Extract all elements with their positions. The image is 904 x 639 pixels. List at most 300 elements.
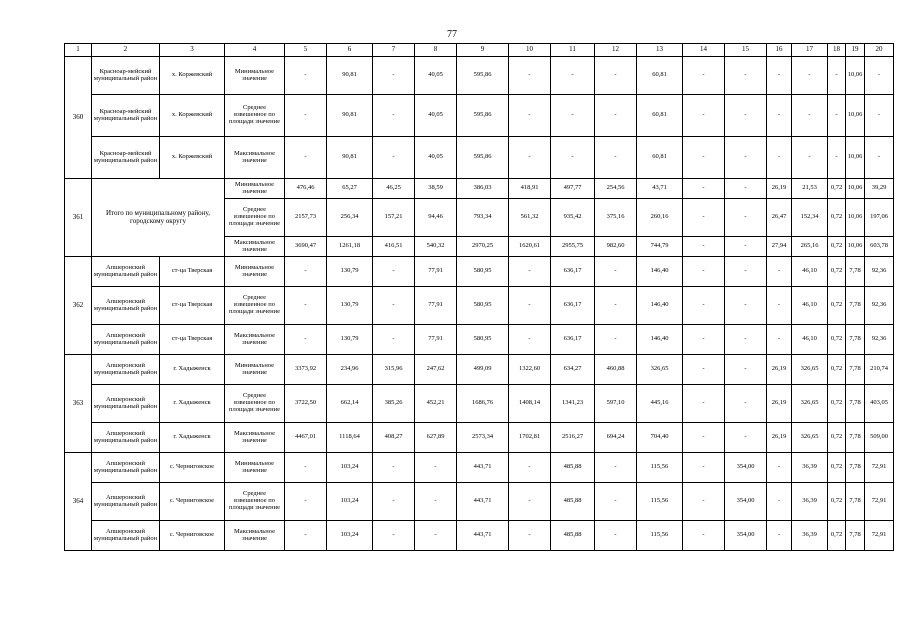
value-cell: 0,72 — [828, 453, 846, 483]
value-cell: 315,96 — [373, 355, 415, 385]
value-cell: - — [373, 257, 415, 287]
value-cell: - — [285, 453, 327, 483]
value-cell: - — [509, 257, 551, 287]
value-cell: - — [865, 95, 894, 137]
column-number-row — [65, 44, 894, 57]
value-cell: - — [683, 325, 725, 355]
value-cell: - — [792, 95, 828, 137]
value-cell: 7,78 — [846, 423, 865, 453]
value-cell: - — [683, 453, 725, 483]
value-cell: - — [373, 453, 415, 483]
value-cell: 254,56 — [595, 179, 637, 199]
table-row — [65, 95, 894, 137]
value-cell: 1261,18 — [327, 237, 373, 257]
value-cell: 744,79 — [637, 237, 683, 257]
value-cell: 10,06 — [846, 237, 865, 257]
value-cell: 326,65 — [792, 423, 828, 453]
value-cell: 40,05 — [415, 137, 457, 179]
value-cell: - — [595, 257, 637, 287]
value-cell: - — [683, 199, 725, 237]
value-cell: 72,91 — [865, 453, 894, 483]
value-cell: 386,03 — [457, 179, 509, 199]
value-cell: 636,17 — [551, 257, 595, 287]
value-cell: 580,95 — [457, 287, 509, 325]
column-number-13: 13 — [637, 44, 683, 57]
value-cell: - — [285, 137, 327, 179]
value-cell: 7,78 — [846, 385, 865, 423]
table-row — [65, 423, 894, 453]
value-cell: - — [767, 137, 792, 179]
value-cell: 234,96 — [327, 355, 373, 385]
value-cell: 1118,64 — [327, 423, 373, 453]
value-cell: 580,95 — [457, 325, 509, 355]
value-cell: 595,86 — [457, 57, 509, 95]
value-cell: - — [767, 287, 792, 325]
value-cell: - — [595, 137, 637, 179]
value-cell: 90,81 — [327, 57, 373, 95]
value-cell: 130,79 — [327, 325, 373, 355]
place-cell: х. Коржевский — [160, 137, 225, 179]
value-cell: 443,71 — [457, 453, 509, 483]
value-cell: 77,91 — [415, 325, 457, 355]
value-cell: 2970,25 — [457, 237, 509, 257]
value-cell: - — [767, 57, 792, 95]
value-cell: - — [415, 453, 457, 483]
row-number: 364 — [65, 453, 92, 551]
value-cell: 354,00 — [725, 521, 767, 551]
value-cell: - — [725, 137, 767, 179]
value-cell: 662,14 — [327, 385, 373, 423]
value-cell: 418,91 — [509, 179, 551, 199]
page-number: 77 — [447, 29, 457, 40]
value-cell: 0,72 — [828, 385, 846, 423]
column-number-1: 1 — [65, 44, 92, 57]
value-cell: 793,34 — [457, 199, 509, 237]
value-cell: 38,59 — [415, 179, 457, 199]
value-cell: 60,81 — [637, 57, 683, 95]
row-number: 362 — [65, 257, 92, 355]
value-cell: 403,05 — [865, 385, 894, 423]
row-number: 363 — [65, 355, 92, 453]
column-number-20: 20 — [865, 44, 894, 57]
region-cell: Красноар-мейский муниципальный район — [92, 95, 160, 137]
value-cell: - — [792, 57, 828, 95]
value-cell: 485,88 — [551, 483, 595, 521]
place-cell: с. Черниговское — [160, 453, 225, 483]
value-cell: - — [725, 355, 767, 385]
value-cell: 3722,50 — [285, 385, 327, 423]
value-cell: 0,72 — [828, 423, 846, 453]
value-cell: 26,47 — [767, 199, 792, 237]
value-cell: 1702,81 — [509, 423, 551, 453]
value-cell: 92,36 — [865, 257, 894, 287]
value-cell: 7,78 — [846, 453, 865, 483]
column-number-10: 10 — [509, 44, 551, 57]
table-row — [65, 385, 894, 423]
place-cell: х. Коржевский — [160, 95, 225, 137]
table-row — [65, 453, 894, 483]
value-cell: 0,72 — [828, 287, 846, 325]
value-cell: - — [767, 453, 792, 483]
table-row — [65, 257, 894, 287]
value-cell: 26,19 — [767, 423, 792, 453]
value-cell: 157,21 — [373, 199, 415, 237]
value-cell: 43,71 — [637, 179, 683, 199]
value-cell: 72,91 — [865, 521, 894, 551]
value-cell: - — [683, 423, 725, 453]
column-number-17: 17 — [792, 44, 828, 57]
column-number-6: 6 — [327, 44, 373, 57]
value-cell: 146,40 — [637, 325, 683, 355]
column-number-14: 14 — [683, 44, 725, 57]
value-cell: 580,95 — [457, 257, 509, 287]
value-cell: - — [683, 137, 725, 179]
value-cell: 36,39 — [792, 521, 828, 551]
column-number-3: 3 — [160, 44, 225, 57]
value-cell: 1322,60 — [509, 355, 551, 385]
value-cell: 7,78 — [846, 521, 865, 551]
value-cell: - — [285, 483, 327, 521]
value-cell: 103,24 — [327, 521, 373, 551]
value-cell: - — [725, 95, 767, 137]
value-cell: 10,06 — [846, 57, 865, 95]
value-cell: 452,21 — [415, 385, 457, 423]
value-cell: 1686,76 — [457, 385, 509, 423]
place-cell: ст-ца Тверская — [160, 325, 225, 355]
value-cell: 260,16 — [637, 199, 683, 237]
region-cell: Апшеронский муниципальный район — [92, 325, 160, 355]
value-cell: 130,79 — [327, 287, 373, 325]
measure-cell: Среднее взвешенное по площади значение — [225, 483, 285, 521]
value-cell: 92,36 — [865, 325, 894, 355]
value-cell: 26,19 — [767, 179, 792, 199]
value-cell: - — [595, 325, 637, 355]
value-cell: - — [683, 521, 725, 551]
table-row — [65, 57, 894, 95]
value-cell: - — [683, 95, 725, 137]
value-cell: - — [828, 95, 846, 137]
value-cell: 10,06 — [846, 199, 865, 237]
value-cell: - — [373, 287, 415, 325]
value-cell: - — [828, 137, 846, 179]
value-cell: 499,09 — [457, 355, 509, 385]
value-cell: 0,72 — [828, 521, 846, 551]
value-cell: 354,00 — [725, 483, 767, 521]
value-cell: - — [509, 483, 551, 521]
table-body — [65, 44, 894, 551]
data-table — [64, 43, 894, 551]
value-cell: - — [285, 287, 327, 325]
value-cell: - — [509, 95, 551, 137]
value-cell: 90,81 — [327, 137, 373, 179]
measure-cell: Максимальное значение — [225, 325, 285, 355]
value-cell: 92,36 — [865, 287, 894, 325]
value-cell: - — [285, 57, 327, 95]
value-cell: 36,39 — [792, 483, 828, 521]
value-cell: 115,56 — [637, 483, 683, 521]
value-cell: - — [725, 423, 767, 453]
value-cell: - — [683, 483, 725, 521]
value-cell: 326,65 — [637, 355, 683, 385]
column-number-4: 4 — [225, 44, 285, 57]
region-cell: Апшеронский муниципальный район — [92, 385, 160, 423]
value-cell: 636,17 — [551, 325, 595, 355]
value-cell: 77,91 — [415, 257, 457, 287]
value-cell: - — [285, 95, 327, 137]
value-cell: - — [373, 483, 415, 521]
value-cell: 375,16 — [595, 199, 637, 237]
value-cell: - — [725, 179, 767, 199]
table-row — [65, 325, 894, 355]
value-cell: 2573,34 — [457, 423, 509, 453]
measure-cell: Среднее взвешенное по площади значение — [225, 199, 285, 237]
value-cell: 10,06 — [846, 95, 865, 137]
value-cell: 265,16 — [792, 237, 828, 257]
value-cell: 26,19 — [767, 355, 792, 385]
value-cell: 146,40 — [637, 287, 683, 325]
value-cell: 385,26 — [373, 385, 415, 423]
value-cell: 152,34 — [792, 199, 828, 237]
measure-cell: Среднее взвешенное по площади значение — [225, 95, 285, 137]
region-cell: Апшеронский муниципальный район — [92, 521, 160, 551]
measure-cell: Максимальное значение — [225, 423, 285, 453]
value-cell: 4467,01 — [285, 423, 327, 453]
value-cell: 485,88 — [551, 521, 595, 551]
value-cell: - — [551, 137, 595, 179]
value-cell: 0,72 — [828, 237, 846, 257]
value-cell: - — [725, 199, 767, 237]
value-cell: - — [767, 325, 792, 355]
place-cell: ст-ца Тверская — [160, 287, 225, 325]
value-cell: 197,06 — [865, 199, 894, 237]
value-cell: - — [595, 483, 637, 521]
value-cell: 39,29 — [865, 179, 894, 199]
value-cell: 0,72 — [828, 325, 846, 355]
place-cell: г. Хадыженск — [160, 355, 225, 385]
value-cell: 40,05 — [415, 95, 457, 137]
value-cell: 46,25 — [373, 179, 415, 199]
measure-cell: Максимальное значение — [225, 237, 285, 257]
value-cell: 982,60 — [595, 237, 637, 257]
region-cell: Апшеронский муниципальный район — [92, 423, 160, 453]
column-number-9: 9 — [457, 44, 509, 57]
column-number-19: 19 — [846, 44, 865, 57]
measure-cell: Минимальное значение — [225, 257, 285, 287]
value-cell: - — [865, 137, 894, 179]
value-cell: 597,10 — [595, 385, 637, 423]
value-cell: 2516,27 — [551, 423, 595, 453]
value-cell: 7,78 — [846, 355, 865, 385]
value-cell: 46,10 — [792, 287, 828, 325]
measure-cell: Максимальное значение — [225, 137, 285, 179]
value-cell: - — [595, 95, 637, 137]
place-cell: ст-ца Тверская — [160, 257, 225, 287]
region-cell: Апшеронский муниципальный район — [92, 287, 160, 325]
value-cell: 247,62 — [415, 355, 457, 385]
region-cell: Красноар-мейский муниципальный район — [92, 137, 160, 179]
value-cell: 26,19 — [767, 385, 792, 423]
value-cell: 485,88 — [551, 453, 595, 483]
measure-cell: Минимальное значение — [225, 453, 285, 483]
measure-cell: Максимальное значение — [225, 521, 285, 551]
value-cell: - — [373, 137, 415, 179]
value-cell: - — [551, 95, 595, 137]
value-cell: 408,27 — [373, 423, 415, 453]
value-cell: 540,32 — [415, 237, 457, 257]
region-cell: Апшеронский муниципальный район — [92, 453, 160, 483]
value-cell: 935,42 — [551, 199, 595, 237]
value-cell: 36,39 — [792, 453, 828, 483]
value-cell: 256,34 — [327, 199, 373, 237]
region-cell: Апшеронский муниципальный район — [92, 483, 160, 521]
value-cell: 21,53 — [792, 179, 828, 199]
value-cell: 627,89 — [415, 423, 457, 453]
value-cell: - — [415, 483, 457, 521]
column-number-8: 8 — [415, 44, 457, 57]
row-number: 361 — [65, 179, 92, 257]
value-cell: 497,77 — [551, 179, 595, 199]
value-cell: 1408,14 — [509, 385, 551, 423]
value-cell: 103,24 — [327, 453, 373, 483]
value-cell: 460,88 — [595, 355, 637, 385]
value-cell: 694,24 — [595, 423, 637, 453]
value-cell: - — [725, 385, 767, 423]
value-cell: - — [792, 137, 828, 179]
value-cell: - — [373, 325, 415, 355]
value-cell: - — [285, 325, 327, 355]
value-cell: 0,72 — [828, 355, 846, 385]
value-cell: 46,10 — [792, 257, 828, 287]
value-cell: 7,78 — [846, 325, 865, 355]
value-cell: - — [725, 57, 767, 95]
value-cell: - — [683, 57, 725, 95]
value-cell: 704,40 — [637, 423, 683, 453]
value-cell: 46,10 — [792, 325, 828, 355]
column-number-12: 12 — [595, 44, 637, 57]
value-cell: 7,78 — [846, 287, 865, 325]
column-number-11: 11 — [551, 44, 595, 57]
value-cell: 210,74 — [865, 355, 894, 385]
table-row — [65, 179, 894, 199]
table-row — [65, 287, 894, 325]
place-cell: х. Коржевский — [160, 57, 225, 95]
value-cell: 443,71 — [457, 483, 509, 521]
value-cell: - — [285, 521, 327, 551]
total-label: Итого по муниципальному району, городскому округу — [92, 179, 225, 257]
value-cell: - — [415, 521, 457, 551]
value-cell: 10,06 — [846, 179, 865, 199]
value-cell: 3373,92 — [285, 355, 327, 385]
measure-cell: Минимальное значение — [225, 355, 285, 385]
place-cell: с. Черниговское — [160, 521, 225, 551]
value-cell: 2955,75 — [551, 237, 595, 257]
value-cell: - — [683, 179, 725, 199]
value-cell: 509,00 — [865, 423, 894, 453]
region-cell: Апшеронский муниципальный район — [92, 257, 160, 287]
value-cell: 0,72 — [828, 179, 846, 199]
measure-cell: Среднее взвешенное по площади значение — [225, 385, 285, 423]
value-cell: - — [725, 287, 767, 325]
value-cell: 3690,47 — [285, 237, 327, 257]
value-cell: 72,91 — [865, 483, 894, 521]
value-cell: 65,27 — [327, 179, 373, 199]
row-number: 360 — [65, 57, 92, 179]
value-cell: 476,46 — [285, 179, 327, 199]
value-cell: 60,81 — [637, 95, 683, 137]
value-cell: 130,79 — [327, 257, 373, 287]
place-cell: г. Хадыженск — [160, 423, 225, 453]
table-row — [65, 355, 894, 385]
value-cell: 40,05 — [415, 57, 457, 95]
value-cell: 7,78 — [846, 483, 865, 521]
value-cell: - — [509, 57, 551, 95]
column-number-16: 16 — [767, 44, 792, 57]
value-cell: 1620,61 — [509, 237, 551, 257]
value-cell: - — [595, 57, 637, 95]
value-cell: 416,51 — [373, 237, 415, 257]
value-cell: 10,06 — [846, 137, 865, 179]
value-cell: - — [285, 257, 327, 287]
value-cell: 1341,23 — [551, 385, 595, 423]
value-cell: 7,78 — [846, 257, 865, 287]
value-cell: 115,56 — [637, 453, 683, 483]
value-cell: - — [509, 453, 551, 483]
value-cell: - — [551, 57, 595, 95]
value-cell: 445,16 — [637, 385, 683, 423]
value-cell: 595,86 — [457, 95, 509, 137]
measure-cell: Минимальное значение — [225, 57, 285, 95]
column-number-7: 7 — [373, 44, 415, 57]
value-cell: 0,72 — [828, 483, 846, 521]
column-number-15: 15 — [725, 44, 767, 57]
value-cell: 146,40 — [637, 257, 683, 287]
value-cell: 2157,73 — [285, 199, 327, 237]
value-cell: - — [509, 287, 551, 325]
value-cell: 90,81 — [327, 95, 373, 137]
value-cell: - — [767, 95, 792, 137]
column-number-5: 5 — [285, 44, 327, 57]
value-cell: 27,94 — [767, 237, 792, 257]
value-cell: - — [373, 57, 415, 95]
table-row — [65, 137, 894, 179]
column-number-2: 2 — [92, 44, 160, 57]
table-row — [65, 483, 894, 521]
table-row — [65, 521, 894, 551]
value-cell: - — [725, 237, 767, 257]
region-cell: Апшеронский муниципальный район — [92, 355, 160, 385]
region-cell: Красноар-мейский муниципальный район — [92, 57, 160, 95]
value-cell: - — [828, 57, 846, 95]
measure-cell: Среднее взвешенное по площади значение — [225, 287, 285, 325]
value-cell: 115,56 — [637, 521, 683, 551]
value-cell: - — [725, 257, 767, 287]
value-cell: - — [683, 237, 725, 257]
value-cell: - — [595, 521, 637, 551]
value-cell: 326,65 — [792, 355, 828, 385]
value-cell: 603,78 — [865, 237, 894, 257]
value-cell: - — [725, 325, 767, 355]
value-cell: 354,00 — [725, 453, 767, 483]
value-cell: 561,32 — [509, 199, 551, 237]
value-cell: 60,81 — [637, 137, 683, 179]
value-cell: 443,71 — [457, 521, 509, 551]
value-cell: 326,65 — [792, 385, 828, 423]
value-cell: 103,24 — [327, 483, 373, 521]
value-cell: - — [373, 95, 415, 137]
measure-cell: Минимальное значение — [225, 179, 285, 199]
value-cell: - — [683, 287, 725, 325]
value-cell: - — [509, 137, 551, 179]
